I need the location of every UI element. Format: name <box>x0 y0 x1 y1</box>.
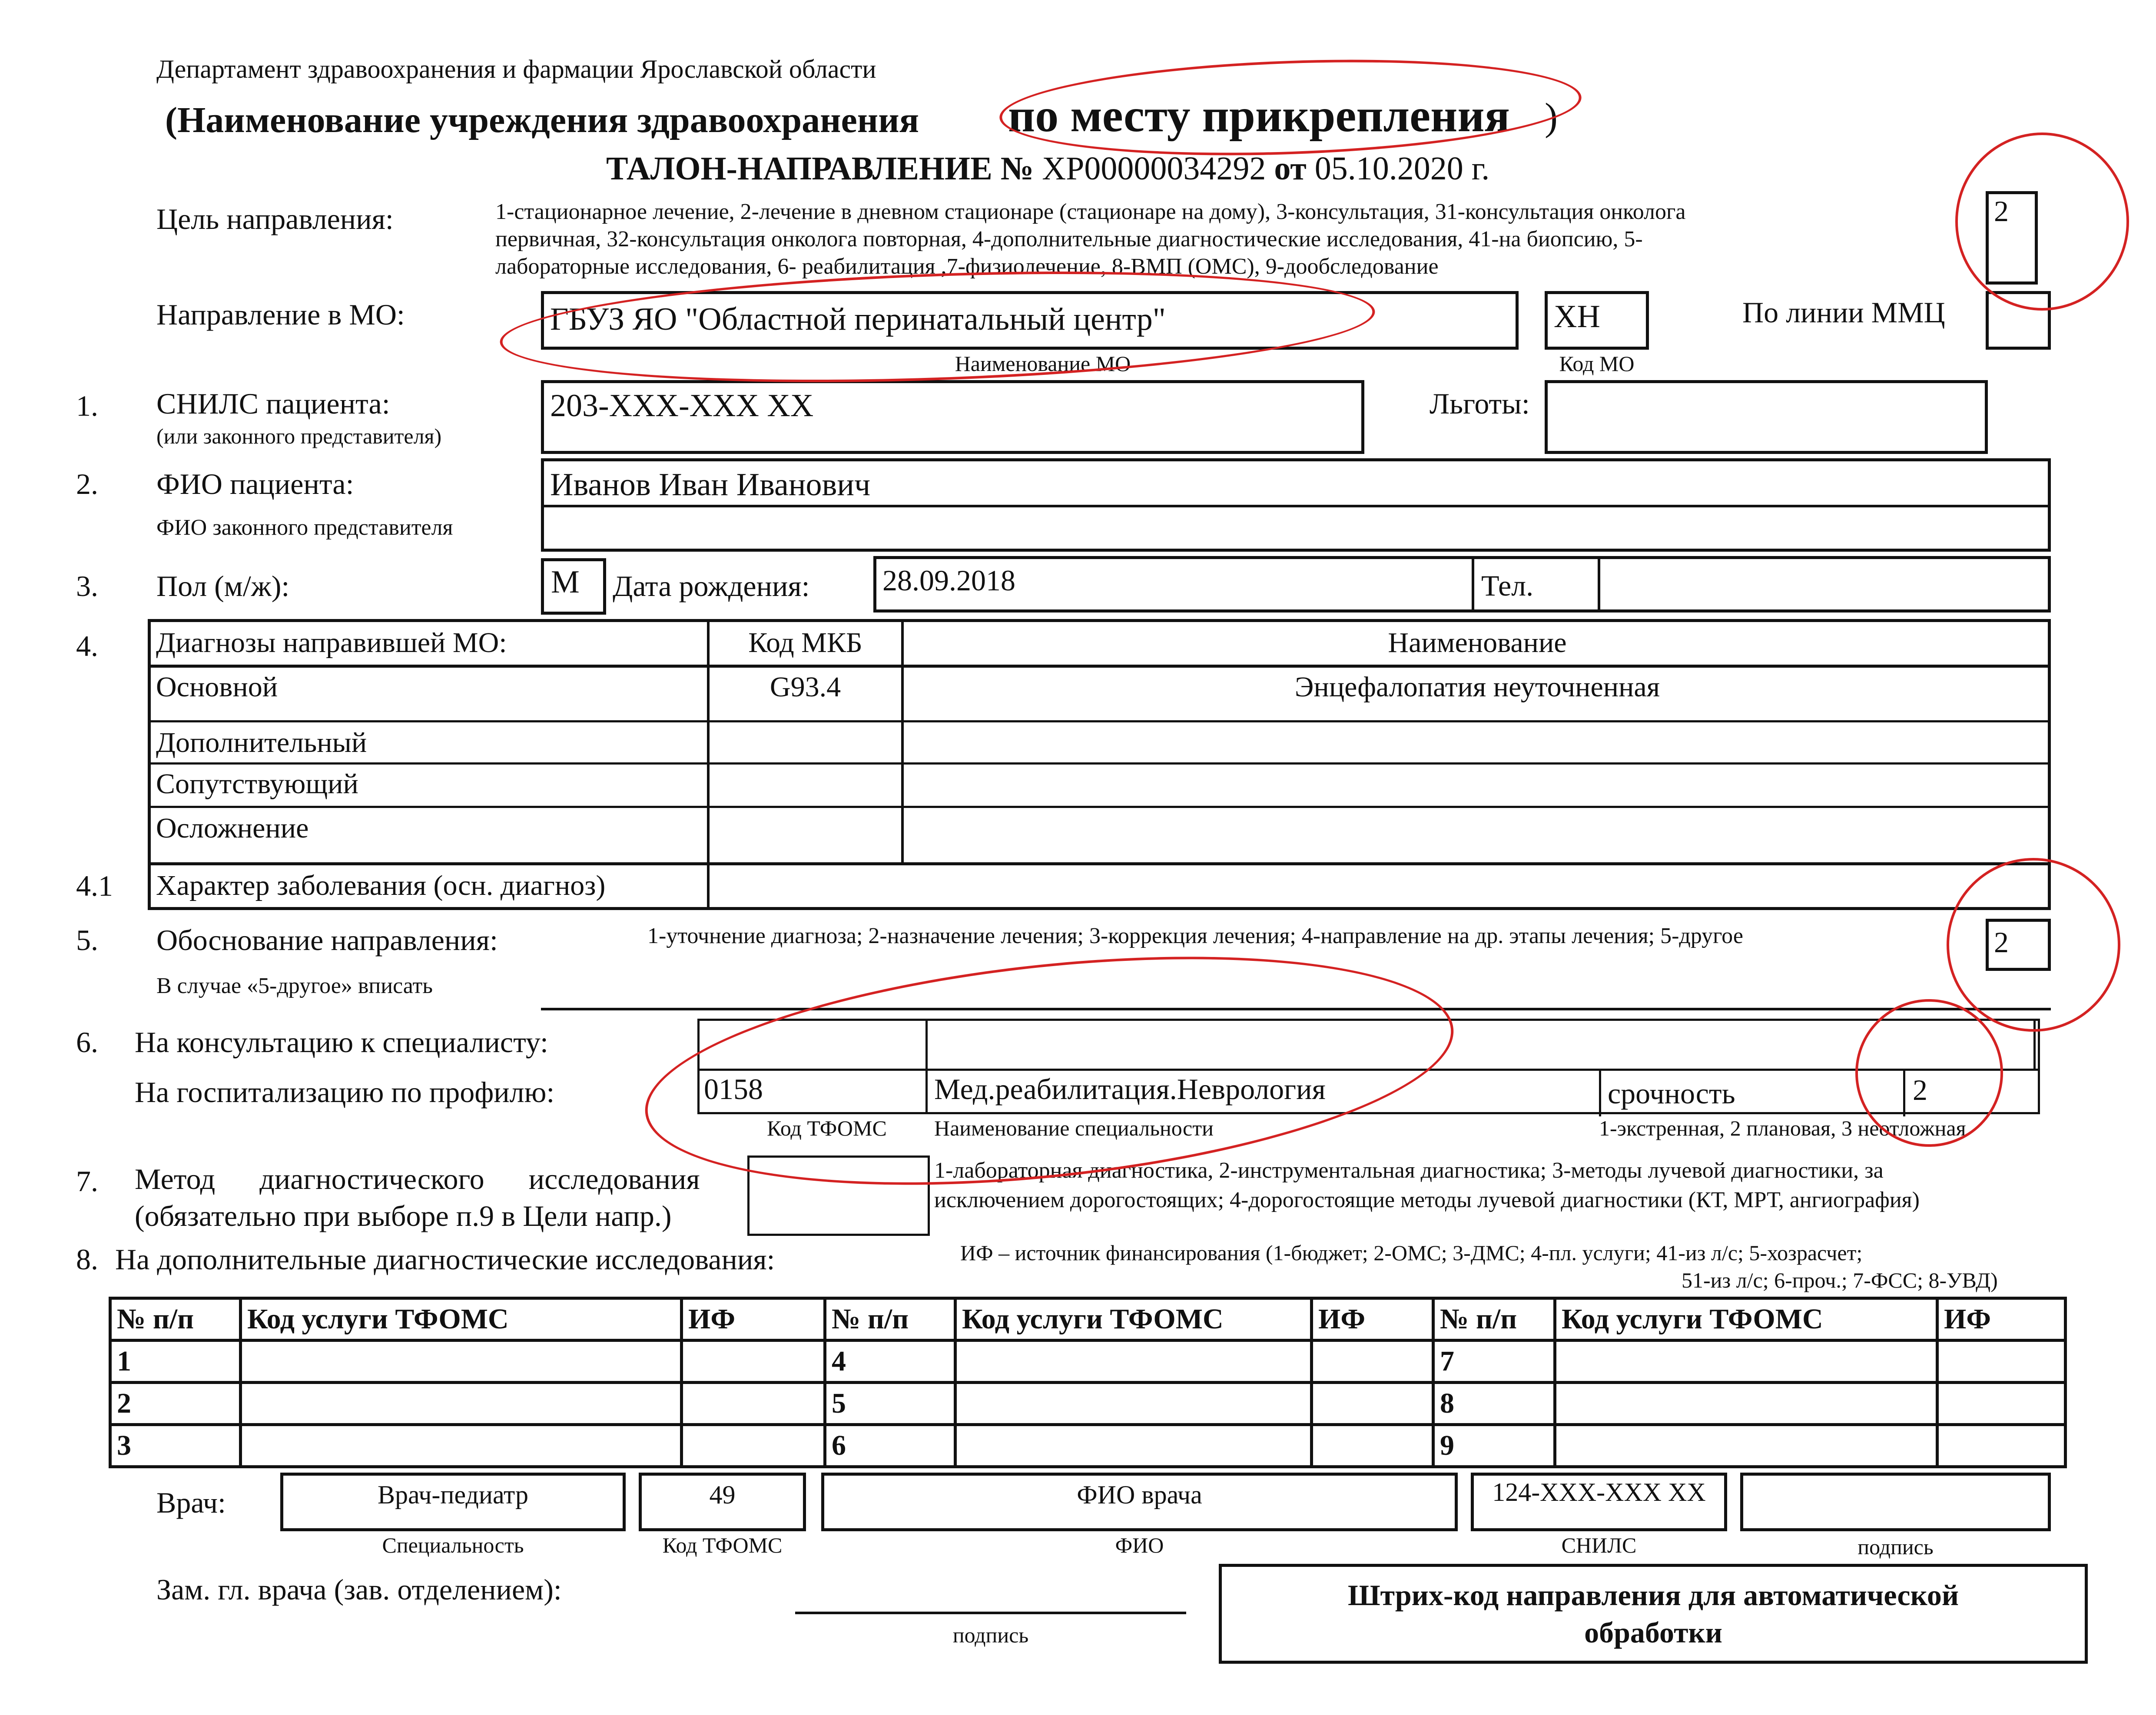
fio-value[interactable]: Иванов Иван Иванович <box>550 467 871 503</box>
service-code-cell[interactable] <box>241 1383 682 1425</box>
diagnoses-table <box>148 619 2051 910</box>
col-num: № п/п <box>110 1298 241 1341</box>
row-number-4: 4. <box>76 629 98 662</box>
snils-value: 203-ХХХ-ХХХ ХХ <box>550 388 814 424</box>
mo-name: ГБУЗ ЯО "Областной перинатальный центр" <box>550 301 1166 337</box>
annotation-circle-purpose <box>1955 132 2129 311</box>
mo-code: ХН <box>1554 299 1600 334</box>
diag-row-type: Осложнение <box>156 812 309 844</box>
doctor-snils-caption: СНИЛС <box>1561 1533 1637 1557</box>
diag-row-name[interactable]: Энцефалопатия неуточненная <box>1294 671 1660 703</box>
doctor-code-caption: Код ТФОМС <box>662 1533 783 1557</box>
annotation-oval-attachment <box>998 51 1583 165</box>
row-number-4-1: 4.1 <box>76 869 113 902</box>
mo-code-field[interactable] <box>1545 291 1649 350</box>
row-num: 4 <box>825 1341 955 1383</box>
if-cell[interactable] <box>1937 1383 2066 1425</box>
talon-date: 05.10.2020 г. <box>1314 150 1490 187</box>
doctor-specialty: Врач-педиатр <box>377 1480 529 1509</box>
diag-row-code[interactable]: G93.4 <box>770 671 841 703</box>
row-num: 8 <box>1433 1383 1555 1425</box>
row-num: 9 <box>1433 1425 1555 1467</box>
reason-value: 2 <box>1994 926 2009 959</box>
additional-table-header <box>110 1298 2066 1341</box>
doctor-fio-caption: ФИО <box>1115 1533 1164 1557</box>
row-number-6: 6. <box>76 1026 98 1059</box>
row-num: 7 <box>1433 1341 1555 1383</box>
phone-divider <box>1598 559 1600 609</box>
if-cell[interactable] <box>1937 1425 2066 1467</box>
diag-header-type: Диагнозы направившей МО: <box>156 627 507 659</box>
doctor-specialty-field[interactable] <box>280 1473 626 1531</box>
fio-label: ФИО пациента: <box>156 467 354 500</box>
if-cell[interactable] <box>682 1383 825 1425</box>
doctor-signature-field[interactable] <box>1740 1473 2051 1531</box>
if-cell[interactable] <box>682 1341 825 1383</box>
mo-name-caption: Наименование МО <box>955 351 1131 376</box>
fio-divider <box>544 505 2048 507</box>
sex-field[interactable] <box>541 558 606 615</box>
birth-value[interactable]: 28.09.2018 <box>882 564 1015 597</box>
doctor-snils: 124-ХХХ-ХХХ ХХ <box>1492 1478 1706 1506</box>
purpose-label: Цель направления: <box>156 202 394 235</box>
col-code: Код услуги ТФОМС <box>1555 1298 1937 1341</box>
purpose-value: 2 <box>1994 195 2009 228</box>
col-code: Код услуги ТФОМС <box>241 1298 682 1341</box>
if-cell[interactable] <box>1937 1341 2066 1383</box>
doctor-fio: ФИО врача <box>1077 1480 1202 1509</box>
snils-sublabel: (или законного представителя) <box>156 424 442 448</box>
row-number-5: 5. <box>76 924 98 957</box>
service-code-cell[interactable] <box>955 1341 1312 1383</box>
specialist-code[interactable]: 0158 <box>704 1073 763 1106</box>
row-number-8: 8. <box>76 1243 98 1276</box>
row-number-7: 7. <box>76 1165 98 1198</box>
if-cell[interactable] <box>1312 1341 1433 1383</box>
purpose-options-line3: лабораторные исследования, 6- реабилитация ,7-физиолечение, 8-ВМП (ОМС), 9-дообследование <box>495 254 1439 279</box>
sex-value: М <box>551 564 580 600</box>
urgency-value[interactable]: 2 <box>1913 1073 1927 1106</box>
if-cell[interactable] <box>1312 1383 1433 1425</box>
doctor-signature-caption: подпись <box>1857 1535 1934 1559</box>
diag-row-type: Сопутствующий <box>156 768 358 800</box>
birth-phone-group <box>873 556 2051 612</box>
talon-title <box>606 150 1489 188</box>
barcode-line1: Штрих-код направления для автоматической <box>1347 1579 1959 1612</box>
rep-label: ФИО законного представителя <box>156 515 453 540</box>
character-label: Характер заболевания (осн. диагноз) <box>156 870 606 901</box>
doctor-code: 49 <box>709 1480 736 1509</box>
specialist-code-caption: Код ТФОМС <box>767 1116 887 1140</box>
method-options-line2: исключением дорогостоящих; 4-дорогостоящие методы лучевой диагностики (КТ, МРТ, ангиография) <box>934 1188 1920 1212</box>
diag-row-type: Дополнительный <box>156 727 367 758</box>
doctor-specialty-caption: Специальность <box>382 1533 524 1557</box>
doctor-code-field[interactable] <box>639 1473 806 1531</box>
snils-field[interactable] <box>541 380 1364 454</box>
specialist-name[interactable]: Мед.реабилитация.Неврология <box>934 1073 1326 1106</box>
mmc-label: По линии ММЦ <box>1742 296 1945 329</box>
urgency-caption: 1-экстренная, 2 плановая, 3 неотложная <box>1599 1116 1966 1140</box>
purpose-options-line1: 1-стационарное лечение, 2-лечение в дневном стационаре (стационаре на дому), 3-консультация, 31-консультация онколога <box>495 199 1686 224</box>
service-code-cell[interactable] <box>241 1341 682 1383</box>
service-code-cell[interactable] <box>1555 1425 1937 1467</box>
snils-label: СНИЛС пациента: <box>156 387 390 420</box>
additional-table <box>109 1297 2067 1468</box>
col-if: ИФ <box>1937 1298 2066 1341</box>
hosp-label: На госпитализацию по профилю: <box>135 1076 555 1109</box>
diag-row-type: Основной <box>156 671 278 703</box>
reason-other-label: В случае «5-другое» вписать <box>156 973 433 998</box>
col-if: ИФ <box>1312 1298 1433 1341</box>
benefits-label: Льготы: <box>1430 387 1530 420</box>
row-num: 5 <box>825 1383 955 1425</box>
mo-code-caption: Код МО <box>1559 351 1635 376</box>
urgency-label: срочность <box>1608 1077 1735 1110</box>
phone-label: Тел. <box>1481 569 1534 602</box>
col-num: № п/п <box>825 1298 955 1341</box>
row-num: 2 <box>110 1383 241 1425</box>
service-code-cell[interactable] <box>241 1425 682 1467</box>
table-row <box>110 1383 2066 1425</box>
deputy-signature-caption: подпись <box>952 1623 1029 1647</box>
service-code-cell[interactable] <box>1555 1341 1937 1383</box>
row-number-1: 1. <box>76 389 98 422</box>
reason-label: Обоснование направления: <box>156 924 498 957</box>
doctor-fio-field[interactable] <box>821 1473 1458 1531</box>
diag-header-code: Код МКБ <box>748 627 862 659</box>
service-code-cell[interactable] <box>955 1425 1312 1467</box>
funding-line1: ИФ – источник финансирования (1-бюджет; 2-ОМС; 3-ДМС; 4-пл. услуги; 41-из л/с; 5-хозрасчет; <box>960 1241 1863 1265</box>
row-num: 1 <box>110 1341 241 1383</box>
date-label: от <box>1274 150 1307 187</box>
annotation-circle-reason <box>1947 858 2120 1032</box>
row-num: 3 <box>110 1425 241 1467</box>
consult-label: На консультацию к специалисту: <box>135 1026 548 1059</box>
reason-options: 1-уточнение диагноза; 2-назначение лечения; 3-коррекция лечения; 4-направление на др. этапы лечения; 5-другое <box>647 924 1743 948</box>
title-label: ТАЛОН-НАПРАВЛЕНИЕ № <box>606 150 1034 187</box>
col-if: ИФ <box>682 1298 825 1341</box>
funding-line2: 51-из л/с; 6-проч.; 7-ФСС; 8-УВД) <box>1682 1268 1998 1292</box>
table-row <box>110 1425 2066 1467</box>
deputy-label: Зам. гл. врача (зав. отделением): <box>156 1573 562 1606</box>
institution-prefix: (Наименование учреждения здравоохранения <box>165 100 919 140</box>
row-num: 6 <box>825 1425 955 1467</box>
annotation-circle-urgency <box>1855 999 2003 1147</box>
barcode-box <box>1219 1564 2088 1664</box>
service-code-cell[interactable] <box>955 1383 1312 1425</box>
talon-number: ХР00000034292 <box>1042 150 1266 187</box>
additional-label: На дополнительные диагностические исследования: <box>115 1243 775 1276</box>
diag-header-name: Наименование <box>1388 627 1567 659</box>
paren-close: ) <box>1545 96 1558 139</box>
department-name: Департамент здравоохранения и фармации Ярославской области <box>156 55 876 83</box>
col-num: № п/п <box>1433 1298 1555 1341</box>
deputy-signature-line[interactable] <box>795 1612 1186 1614</box>
doctor-label: Врач: <box>156 1486 226 1519</box>
method-options-line1: 1-лабораторная диагностика, 2-инструментальная диагностика; 3-методы лучевой диагностики, за <box>934 1158 1884 1183</box>
method-label-line1: Метод диагностического исследования <box>135 1162 700 1195</box>
purpose-options-line2: первичная, 32-консультация онколога повторная, 4-дополнительные диагностические исследования, 41-на биопсию, 5- <box>495 227 1643 252</box>
fio-field-group <box>541 458 2051 552</box>
row-number-3: 3. <box>76 569 98 603</box>
birth-label: Дата рождения: <box>613 569 810 603</box>
sex-label: Пол (м/ж): <box>156 569 290 603</box>
barcode-line2: обработки <box>1584 1616 1722 1649</box>
specialist-name-caption: Наименование специальности <box>934 1116 1214 1140</box>
table-row <box>110 1341 2066 1383</box>
institution-suffix: по месту прикрепления <box>1008 90 1510 142</box>
mo-label: Направление в МО: <box>156 298 405 331</box>
doctor-snils-field[interactable] <box>1471 1473 1727 1531</box>
method-label-line2: (обязательно при выборе п.9 в Цели напр.) <box>135 1199 672 1232</box>
birth-divider <box>1472 559 1474 609</box>
col-code: Код услуги ТФОМС <box>955 1298 1312 1341</box>
if-cell[interactable] <box>1312 1425 1433 1467</box>
benefits-field[interactable] <box>1545 380 1988 454</box>
if-cell[interactable] <box>682 1425 825 1467</box>
row-number-2: 2. <box>76 467 98 500</box>
service-code-cell[interactable] <box>1555 1383 1937 1425</box>
